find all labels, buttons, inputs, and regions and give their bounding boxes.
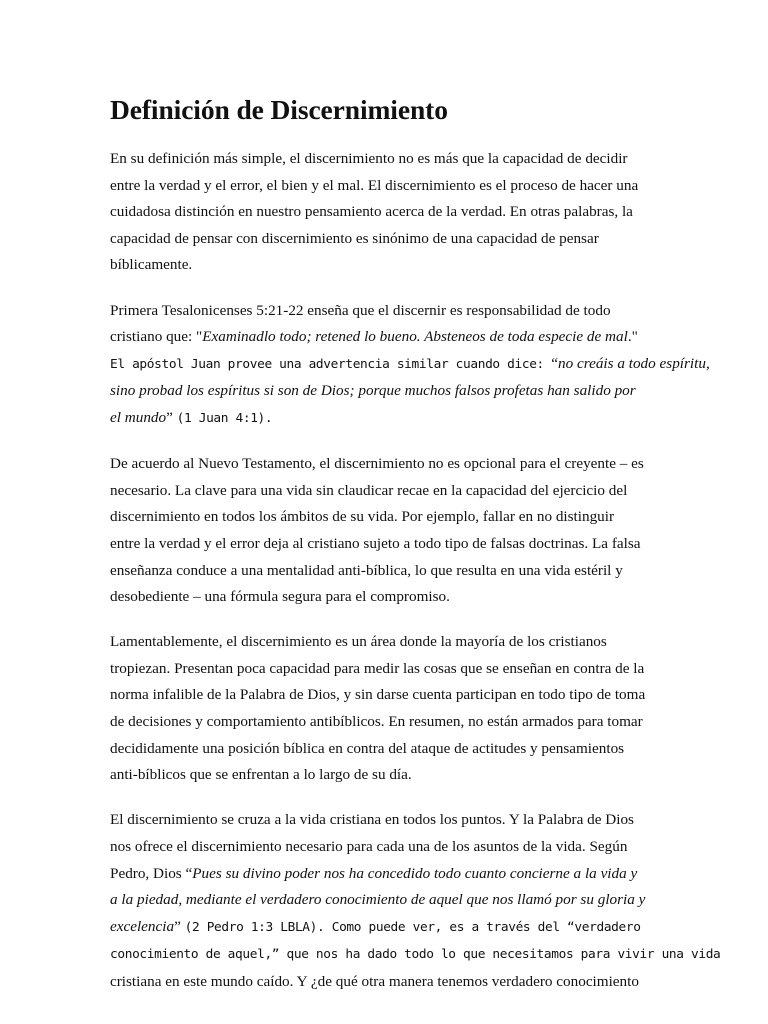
text-line: Primera Tesalonicenses 5:21-22 enseña que el discernir es responsabilidad de todo <box>110 301 611 319</box>
text-line: norma infalible de la Palabra de Dios, y sin darse cuenta participan en todo tipo de toma <box>110 686 646 704</box>
paragraph-nuevo-testamento <box>110 451 662 611</box>
text-line: tropiezan. Presentan poca capacidad para medir las cosas que se enseñan en contra de la <box>110 659 645 677</box>
text-line: De acuerdo al Nuevo Testamento, el discernimiento no es opcional para el creyente – es <box>110 455 644 473</box>
paragraph-lamentablemente <box>110 629 662 789</box>
scripture-quote: Examinadlo todo; retened lo bueno. Absteneos de toda especie de mal <box>202 328 628 346</box>
text-line: bíblicamente. <box>110 256 193 274</box>
text-line: cuidadosa distinción en nuestro pensamiento acerca de la verdad. En otras palabras, la <box>110 203 633 221</box>
text-fragment: ” <box>174 917 185 935</box>
scripture-reference: (2 Pedro 1:3 LBLA). Como puede ver, es a través del “verdadero <box>184 919 641 935</box>
text-fragment: Pedro, Dios “ <box>110 864 193 882</box>
scripture-quote: sino probad los espíritus si son de Dios; porque muchos falsos profetas han salido por <box>110 382 636 400</box>
text-fragment: ” <box>166 408 177 426</box>
text-line: necesario. La clave para una vida sin claudicar recae en la capacidad del ejercicio del <box>110 481 628 499</box>
text-line: decididamente una posición bíblica en contra del ataque de actitudes y pensamientos <box>110 739 625 757</box>
text-fragment: ." <box>627 328 638 346</box>
paragraph-vida-cristiana <box>110 807 721 995</box>
paragraph-definition <box>110 146 662 279</box>
text-line: discernimiento en todos los ámbitos de su vida. Por ejemplo, fallar en no distinguir <box>110 508 615 526</box>
text-line: En su definición más simple, el discernimiento no es más que la capacidad de decidir <box>110 150 628 167</box>
scripture-quote: no creáis a todo espíritu, <box>558 354 710 372</box>
scripture-reference: (1 Juan 4:1). <box>176 410 273 426</box>
text-line: desobediente – una fórmula segura para el compromiso. <box>110 588 450 606</box>
text-line: Lamentablemente, el discernimiento es un área donde la mayoría de los cristianos <box>110 633 607 651</box>
text-fragment: “ <box>551 354 559 372</box>
text-line: de decisiones y comportamiento antibíblicos. En resumen, no están armados para tomar <box>110 713 643 731</box>
text-line: anti-bíblicos que se enfrentan a lo largo de su día. <box>110 766 412 784</box>
text-line: capacidad de pensar con discernimiento es sinónimo de una capacidad de pensar <box>110 229 599 247</box>
document-page <box>110 92 721 1014</box>
scripture-quote: excelencia <box>110 917 175 935</box>
text-fragment: El apóstol Juan provee una advertencia similar cuando dice: <box>110 356 552 372</box>
text-fragment: cristiano que: " <box>110 328 203 346</box>
text-line: El discernimiento se cruza a la vida cristiana en todos los puntos. Y la Palabra de Dios <box>110 811 634 829</box>
document-title: Definición de Discernimiento <box>110 94 448 125</box>
text-line: conocimiento de aquel,” que nos ha dado todo lo que necesitamos para vivir una vida <box>110 947 721 963</box>
scripture-quote: a la piedad, mediante el verdadero conocimiento de aquel que nos llamó por su gloria y <box>110 891 646 909</box>
scripture-quote: el mundo <box>110 408 167 426</box>
scripture-quote: Pues su divino poder nos ha concedido todo cuanto concierne a la vida y <box>192 864 638 882</box>
text-line: entre la verdad y el error deja al cristiano sujeto a todo tipo de falsas doctrinas. La falsa <box>110 534 641 552</box>
text-line: cristiana en este mundo caído. Y ¿de qué otra manera tenemos verdadero conocimiento <box>110 973 639 990</box>
paragraph-tesalonicenses <box>110 298 710 433</box>
text-line: enseñanza conduce a una mentalidad anti-bíblica, lo que resulta en una vida estéril y <box>110 561 623 579</box>
text-line: entre la verdad y el error, el bien y el mal. El discernimiento es el proceso de hacer una <box>110 176 639 194</box>
text-line: nos ofrece el discernimiento necesario para cada una de los asuntos de la vida. Según <box>110 838 628 856</box>
